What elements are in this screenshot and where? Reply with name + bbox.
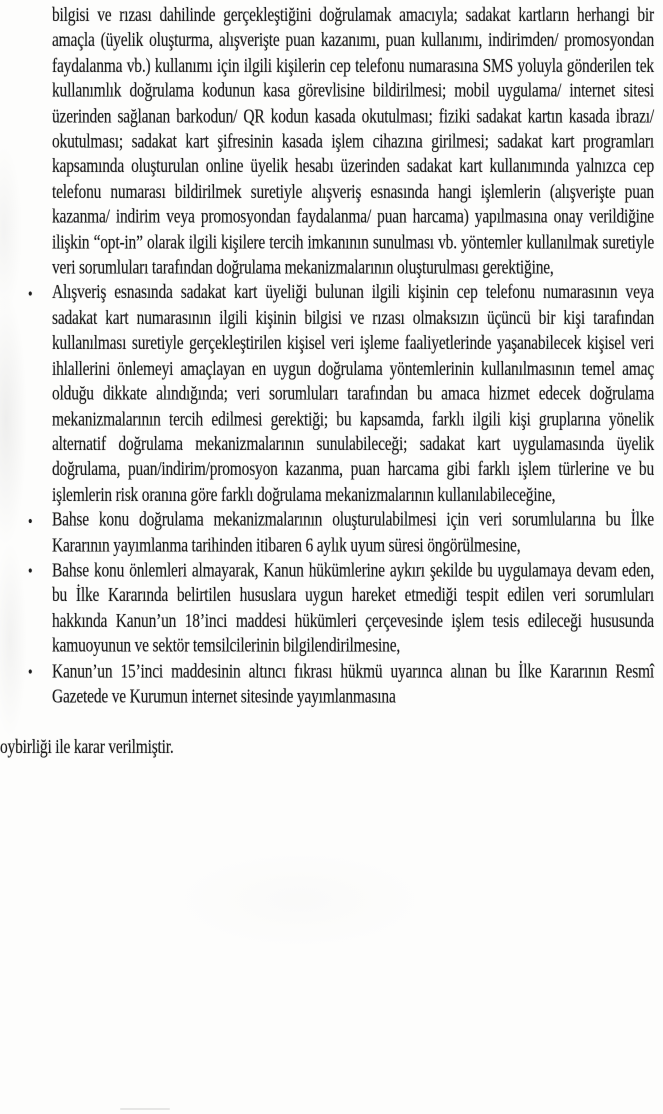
document-body [0,3,654,761]
bullet-text: Kanun’un 15’inci maddesinin altıncı fıkrası hükmü uyarınca alınan bu İlke Kararının Resmî Gazetede ve Kurumun internet sitesinde yayımlanmasına [52,660,654,708]
bullet-item [28,281,654,508]
bullet-list [28,281,654,710]
bullet-item [28,659,654,709]
closing-line: oybirliği ile karar verilmiştir. [0,736,174,759]
bullet-marker-icon: • [28,283,33,304]
bullet-text: Alışveriş esnasında sadakat kart üyeliği bulunan ilgili kişinin cep telefonu numarasının veya sadakat kart numarasının ilgili kişinin bilgisi ve rızası olmaksızın üçüncü bir kişi tarafından kullanılması suretiyle gerçekleştirilen kişisel veri işleme faaliyetlerinde yaşanabilecek kişisel veri ihlallerini önlemeyi amaçlayan en uygun doğrulama yöntemlerinin kullanılmasının temel amaç olduğu dikkate alındığında; veri sorumluları tarafından bu amaca hizmet edecek doğrulama mekanizmalarının tercih edilmesi gerektiği; bu kapsamda, farklı ilgili kişi gruplarına yönelik alternatif doğrulama mekanizmalarının sunulabileceği; sadakat kart uygulamasında üyelik doğrulama, puan/indirim/promosyon kazanma, puan harcama gibi farklı işlem türlerine ve bu işlemlerin risk oranına göre farklı doğrulama mekanizmalarının kullanılabileceğine, [52,281,654,506]
bullet-marker-icon: • [28,561,33,581]
scan-smudge [120,1108,170,1110]
bullet-text: Bahse konu doğrulama mekanizmalarının oluşturulabilmesi için veri sorumlularına bu İlke Kararının yayımlanma tarihinden itibaren 6 aylık uyum süresi öngörülmesine, [52,508,654,557]
bullet-text: Bahse konu önlemleri almayarak, Kanun hükümlerine aykırı şekilde bu uygulamaya devam eden, bu İlke Kararında belirtilen hususlara uygun hareket etmediği tespit edilen veri sorumluları hakkında Kanun’un 18’inci maddesi hükümleri çerçevesinde işlem tesis edileceği hususunda kamuoyunun ve sektör temsilcilerinin bilgilendirilmesine, [52,559,654,658]
bullet-marker-icon: • [28,510,33,531]
bullet-marker-icon: • [28,662,33,682]
bullet-item [28,558,654,659]
paragraph-continuation: bilgisi ve rızası dahilinde gerçekleştiğini doğrulamak amacıyla; sadakat kartların herhangi bir amaçla (üyelik oluşturma, alışverişte puan kazanımı, puan kullanımı, indirimden/ promosyondan faydalanma vb.) kullanımı için ilgili kişilerin cep telefonu numarasına SMS yoluyla gönderilen tek kullanımlık doğrulama kodunun kasa görevlisine bildirilmesi; mobil uygulama/ internet sitesi üzerinden sağlanan barkodun/ QR kodun kasada okutulması; fiziki sadakat kartın kasada ibrazı/ okutulması; sadakat kart şifresinin kasada işlem cihazına girilmesi; sadakat kart programları kapsamında oluşturulan online üyelik hesabı üzerinden sadakat kart kullanımında yalnızca cep telefonu numarası bildirilmek suretiyle alışveriş esnasında hangi işlemlerin (alışverişte puan kazanma/ indirim veya promosyondan faydalanma/ puan harcama) yapılmasına onay verildiğine ilişkin “opt-in” olarak ilgili kişilere tercih imkanının sunulması vb. yöntemler kullanılmak suretiyle veri sorumluları tarafından doğrulama mekanizmalarının oluşturulması gerektiğine, [52,4,654,279]
bullet-item [28,508,654,558]
